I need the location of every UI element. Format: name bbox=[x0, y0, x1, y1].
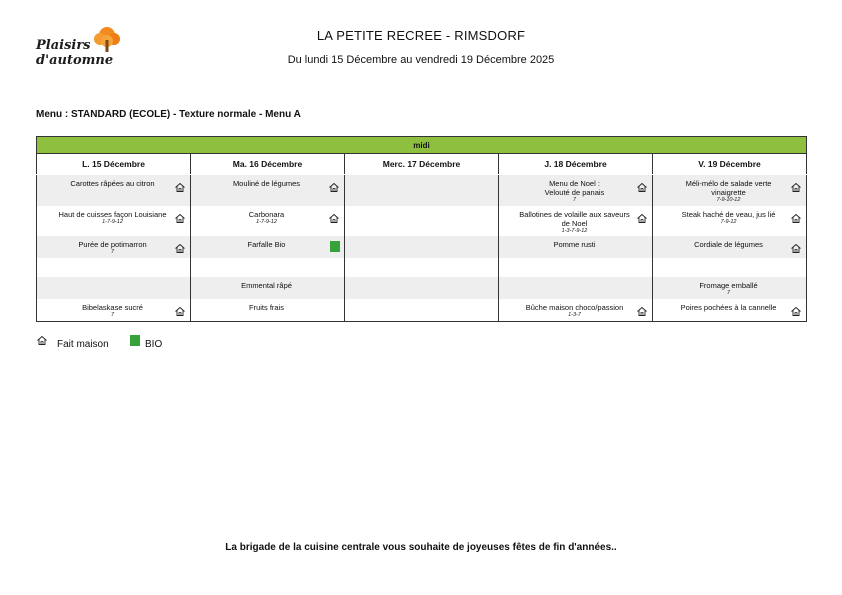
menu-cell bbox=[37, 277, 191, 299]
bio-icon bbox=[330, 241, 340, 252]
menu-cell bbox=[191, 236, 345, 258]
fait-maison-icon bbox=[174, 212, 186, 224]
menu-row bbox=[37, 277, 807, 299]
menu-cell bbox=[191, 175, 345, 207]
dish-name: Mouliné de légumes bbox=[232, 179, 301, 188]
menu-row bbox=[37, 299, 807, 322]
dish-name: Méli-mélo de salade verte vinaigrette bbox=[685, 179, 772, 197]
legend-bio-label: BIO bbox=[145, 339, 163, 350]
date-range: Du lundi 15 Décembre au vendredi 19 Décembre 2025 bbox=[287, 54, 555, 66]
menu-cell bbox=[345, 299, 499, 322]
day-header: Merc. 17 Décembre bbox=[345, 154, 499, 175]
menu-row bbox=[37, 206, 807, 236]
fait-maison-icon bbox=[328, 212, 340, 224]
dish-name: Ballotines de volaille aux saveurs de Noel bbox=[519, 210, 630, 228]
dish-name: Purée de potimarron bbox=[78, 240, 147, 249]
dish-name: Bibelaskase sucré bbox=[82, 303, 143, 312]
dish-name: Haut de cuisses façon Louisiane bbox=[58, 210, 167, 219]
menu-row bbox=[37, 175, 807, 207]
dish-name: Carbonara bbox=[248, 210, 285, 219]
menu-cell bbox=[653, 258, 807, 277]
fait-maison-icon bbox=[790, 305, 802, 317]
allergen-codes: 1-7-9-12 bbox=[256, 219, 277, 225]
menu-cell bbox=[653, 236, 807, 258]
footer-message: La brigade de la cuisine centrale vous souhaite de joyeuses fêtes de fin d'années.. bbox=[225, 542, 617, 553]
menu-row bbox=[37, 236, 807, 258]
allergen-codes: 7-9-12 bbox=[720, 219, 737, 225]
menu-cell bbox=[499, 206, 653, 236]
dish-name: Fruits frais bbox=[248, 303, 284, 312]
fait-maison-icon bbox=[636, 305, 648, 317]
menu-cell bbox=[191, 277, 345, 299]
menu-cell bbox=[345, 277, 499, 299]
menu-label: Menu : STANDARD (ECOLE) - Texture normale - Menu A bbox=[36, 109, 301, 120]
bio-icon bbox=[130, 335, 140, 346]
dish-name: Cordiale de légumes bbox=[694, 240, 763, 249]
dish-name: Carottes râpées au citron bbox=[70, 179, 155, 188]
logo-line-1: Plaisirs bbox=[36, 38, 91, 53]
fait-maison-icon bbox=[174, 305, 186, 317]
dish-name: Fromage emballé bbox=[699, 281, 758, 290]
allergen-codes: 1-3-7 bbox=[568, 312, 581, 318]
day-header: J. 18 Décembre bbox=[499, 154, 653, 175]
allergen-codes: 7 bbox=[110, 312, 115, 318]
fait-maison-icon bbox=[636, 212, 648, 224]
allergen-codes: 7 bbox=[572, 197, 577, 203]
menu-cell bbox=[37, 206, 191, 236]
menu-cell bbox=[345, 175, 499, 207]
dish-name: Emmental râpé bbox=[241, 281, 292, 290]
menu-cell bbox=[37, 258, 191, 277]
menu-cell bbox=[37, 299, 191, 322]
dish-name: Menu de Noel : bbox=[549, 179, 600, 188]
fait-maison-icon bbox=[174, 242, 186, 254]
menu-cell bbox=[191, 206, 345, 236]
page-title: LA PETITE RECREE - RIMSDORF bbox=[316, 28, 526, 43]
day-header: V. 19 Décembre bbox=[653, 154, 807, 175]
fait-maison-icon bbox=[790, 212, 802, 224]
fait-maison-icon bbox=[636, 181, 648, 193]
fait-maison-icon bbox=[328, 181, 340, 193]
allergen-codes: 7-9-10-12 bbox=[716, 197, 741, 203]
menu-cell bbox=[345, 236, 499, 258]
menu-cell bbox=[499, 258, 653, 277]
day-header: Ma. 16 Décembre bbox=[191, 154, 345, 175]
allergen-codes: 1-3-7-9-12 bbox=[561, 228, 588, 234]
fait-maison-icon bbox=[36, 334, 48, 346]
service-header: midi bbox=[37, 137, 807, 154]
menu-cell bbox=[499, 175, 653, 207]
menu-cell bbox=[499, 299, 653, 322]
dish-name: Pomme rusti bbox=[553, 240, 596, 249]
allergen-codes: 1-7-9-12 bbox=[102, 219, 123, 225]
allergen-codes: 7 bbox=[726, 290, 731, 296]
menu-cell bbox=[191, 258, 345, 277]
dish-name: Farfalle Bio bbox=[247, 240, 286, 249]
menu-cell bbox=[499, 277, 653, 299]
menu-cell bbox=[653, 277, 807, 299]
legend-fait-maison-label: Fait maison bbox=[57, 339, 109, 350]
fait-maison-icon bbox=[790, 181, 802, 193]
menu-cell bbox=[37, 236, 191, 258]
dish-name-line-2: Velouté de panais bbox=[544, 188, 605, 197]
day-header: L. 15 Décembre bbox=[37, 154, 191, 175]
menu-cell bbox=[653, 175, 807, 207]
logo-line-2: d'automne bbox=[36, 53, 114, 68]
menu-cell bbox=[653, 299, 807, 322]
menu-table bbox=[36, 136, 807, 322]
menu-cell bbox=[653, 206, 807, 236]
menu-cell bbox=[37, 175, 191, 207]
dish-name: Poires pochées à la cannelle bbox=[680, 303, 777, 312]
dish-name: Steak haché de veau, jus lié bbox=[681, 210, 776, 219]
fait-maison-icon bbox=[790, 242, 802, 254]
menu-cell bbox=[345, 258, 499, 277]
menu-cell bbox=[191, 299, 345, 322]
allergen-codes: 7 bbox=[110, 249, 115, 255]
menu-cell bbox=[499, 236, 653, 258]
menu-row bbox=[37, 258, 807, 277]
fait-maison-icon bbox=[174, 181, 186, 193]
dish-name: Bûche maison choco/passion bbox=[525, 303, 624, 312]
menu-cell bbox=[345, 206, 499, 236]
